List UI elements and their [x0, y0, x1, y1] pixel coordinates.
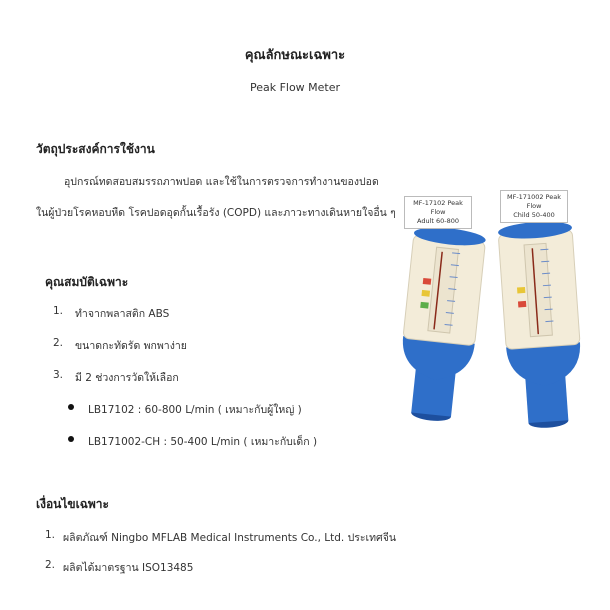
- properties-item-1-text: ทำจากพลาสติก ABS: [75, 308, 170, 320]
- properties-item-2-text: ขนาดกะทัดรัด พกพาง่าย: [75, 340, 187, 352]
- purpose-line-1: อุปกรณ์ทดสอบสมรรถภาพปอด และใช้ในการตรวจการทำงานของปอด: [64, 176, 379, 188]
- adult-label-range: Adult 60-800: [416, 217, 460, 225]
- range-option-adult: LB17102 : 60-800 L/min ( เหมาะกับผู้ใหญ่ ): [88, 404, 302, 416]
- adult-label-model: MF-17102 Peak Flow: [413, 199, 463, 216]
- conditions-heading: เงื่อนไขเฉพาะ: [36, 497, 109, 511]
- properties-item-1-number: 1.: [53, 305, 64, 317]
- adult-device-label: [404, 196, 472, 229]
- properties-heading: คุณสมบัติเฉพาะ: [45, 275, 129, 289]
- child-label-model: MF-171002 Peak Flow: [506, 193, 561, 210]
- properties-item-3-text: มี 2 ช่วงการวัดให้เลือก: [75, 372, 179, 384]
- conditions-item-2-number: 2.: [45, 559, 56, 571]
- child-label-range: Child 50-400: [513, 211, 555, 219]
- child-device-label: [500, 190, 568, 223]
- conditions-item-1-number: 1.: [45, 529, 56, 541]
- adult-peak-flow-meter: [395, 225, 487, 424]
- properties-item-3-number: 3.: [53, 369, 64, 381]
- conditions-item-2-text: ผลิตได้มาตรฐาน ISO13485: [63, 562, 194, 574]
- range-option-child: LB171002-CH : 50-400 L/min ( เหมาะกับเด็ก ): [88, 436, 318, 448]
- page-title: คุณลักษณะเฉพาะ: [244, 48, 346, 63]
- properties-item-2-number: 2.: [53, 337, 64, 349]
- conditions-item-1-text: ผลิตภัณฑ์ Ningbo MFLAB Medical Instruments Co., Ltd. ประเทศจีน: [63, 532, 397, 544]
- purpose-line-2: ในผู้ป่วยโรคหอบหืด โรคปอดอุดกั้นเรื้อรัง (COPD) และภาวะทางเดินหายใจอื่น ๆ: [36, 207, 396, 219]
- child-peak-flow-meter: [498, 220, 586, 431]
- purpose-heading: วัตถุประสงค์การใช้งาน: [36, 142, 155, 156]
- page-subtitle: Peak Flow Meter: [249, 81, 341, 94]
